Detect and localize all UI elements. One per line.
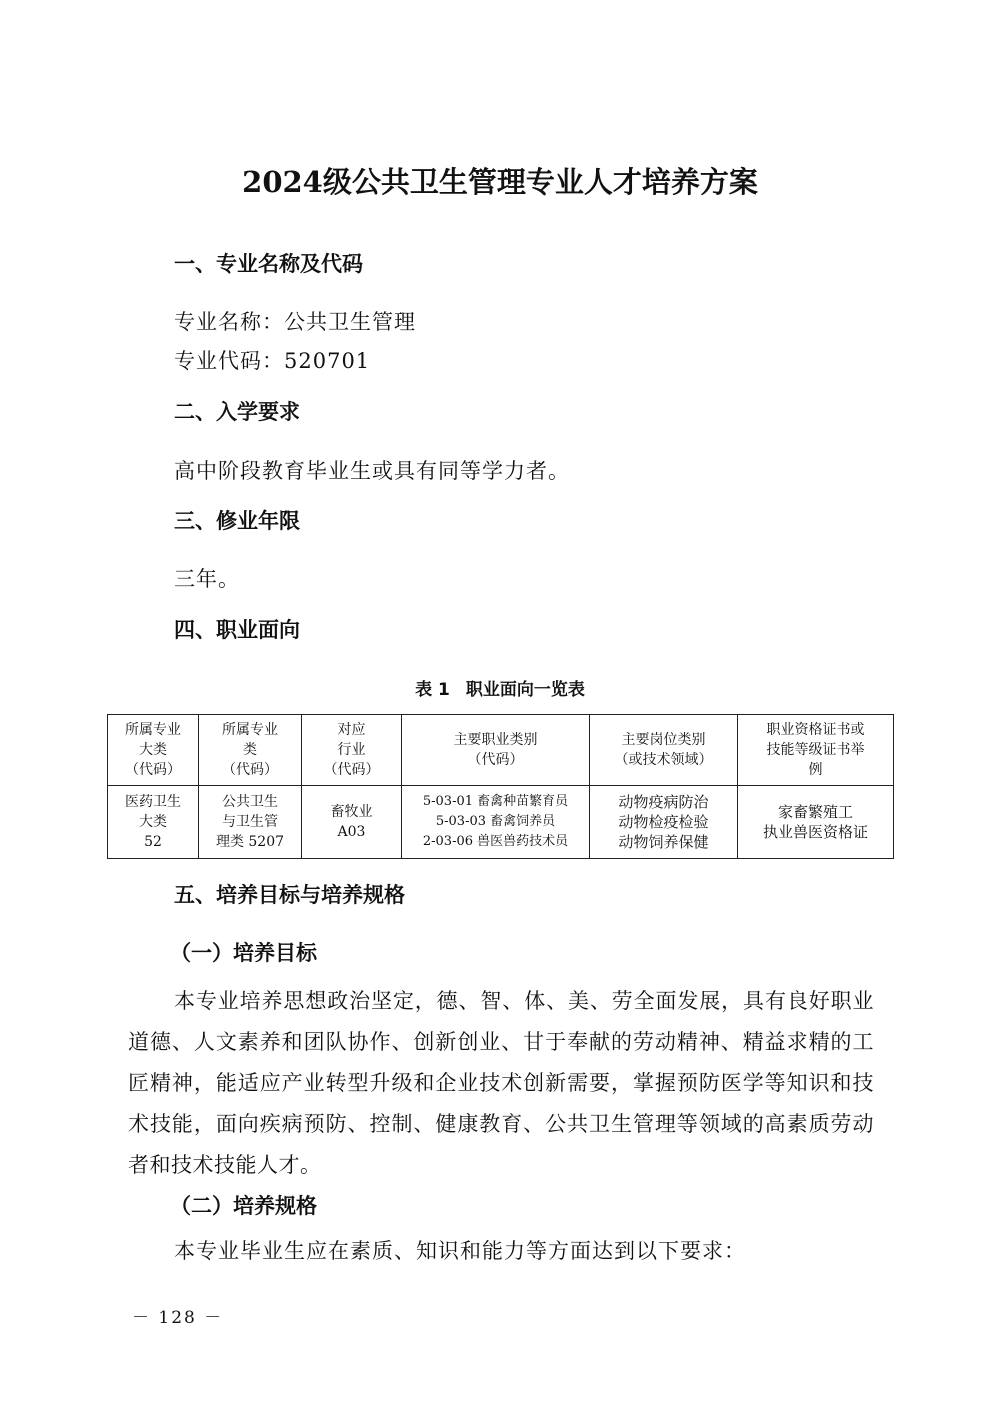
- cell-industry: 畜牧业 A03: [302, 786, 402, 859]
- study-length-text: 三年。: [174, 567, 240, 591]
- section-heading-admission: 二、入学要求: [174, 400, 300, 424]
- cell-post-category: 动物疫病防治 动物检疫检验 动物饲养保健: [590, 786, 738, 859]
- table-caption-number: 表 1: [415, 680, 450, 700]
- page-number: － 128 －: [132, 1308, 224, 1328]
- header-certificates: 职业资格证书或 技能等级证书举 例: [738, 715, 894, 786]
- subsection-heading-specifications: （二）培养规格: [170, 1194, 317, 1218]
- section-heading-objectives: 五、培养目标与培养规格: [174, 883, 405, 907]
- section-heading-major-name: 一、专业名称及代码: [174, 252, 363, 276]
- cell-major-category: 医药卫生 大类 52: [108, 786, 199, 859]
- document-title: 2024级公共卫生管理专业人才培养方案: [242, 165, 758, 199]
- cell-major-class: 公共卫生 与卫生管 理类 5207: [199, 786, 302, 859]
- subsection-heading-goals: （一）培养目标: [170, 941, 317, 965]
- cell-occupation-category: 5-03-01 畜禽种苗繁育员 5-03-03 畜禽饲养员 2-03-06 兽医兽药技术员: [402, 786, 590, 859]
- admission-text: 高中阶段教育毕业生或具有同等学力者。: [174, 459, 570, 483]
- specifications-text: 本专业毕业生应在素质、知识和能力等方面达到以下要求：: [174, 1239, 746, 1263]
- header-occupation-category: 主要职业类别 （代码）: [402, 715, 590, 786]
- table-caption: [0, 676, 1000, 704]
- section-heading-career: 四、职业面向: [174, 618, 300, 642]
- table-caption-text: 职业面向一览表: [465, 680, 585, 700]
- career-orientation-table: [107, 714, 894, 859]
- cell-certificates: 家畜繁殖工 执业兽医资格证: [738, 786, 894, 859]
- table-row: [108, 786, 894, 859]
- header-major-category: 所属专业 大类 （代码）: [108, 715, 199, 786]
- table-header-row: [108, 715, 894, 786]
- major-code-line: 专业代码：520701: [174, 349, 371, 373]
- goals-paragraph: 本专业培养思想政治坚定，德、智、体、美、劳全面发展，具有良好职业道德、人文素养和团队协作、创新创业、甘于奉献的劳动精神、精益求精的工匠精神，能适应产业转型升级和企业技术创新需要，掌握预防医学等知识和技术技能，面向疾病预防、控制、健康教育、公共卫生管理等领域的高素质劳动者和技术技能人才。: [128, 989, 874, 1177]
- header-post-category: 主要岗位类别 （或技术领域）: [590, 715, 738, 786]
- section-heading-study-length: 三、修业年限: [174, 509, 300, 533]
- header-major-class: 所属专业 类 （代码）: [199, 715, 302, 786]
- header-industry: 对应 行业 （代码）: [302, 715, 402, 786]
- major-name-line: 专业名称：公共卫生管理: [174, 310, 416, 334]
